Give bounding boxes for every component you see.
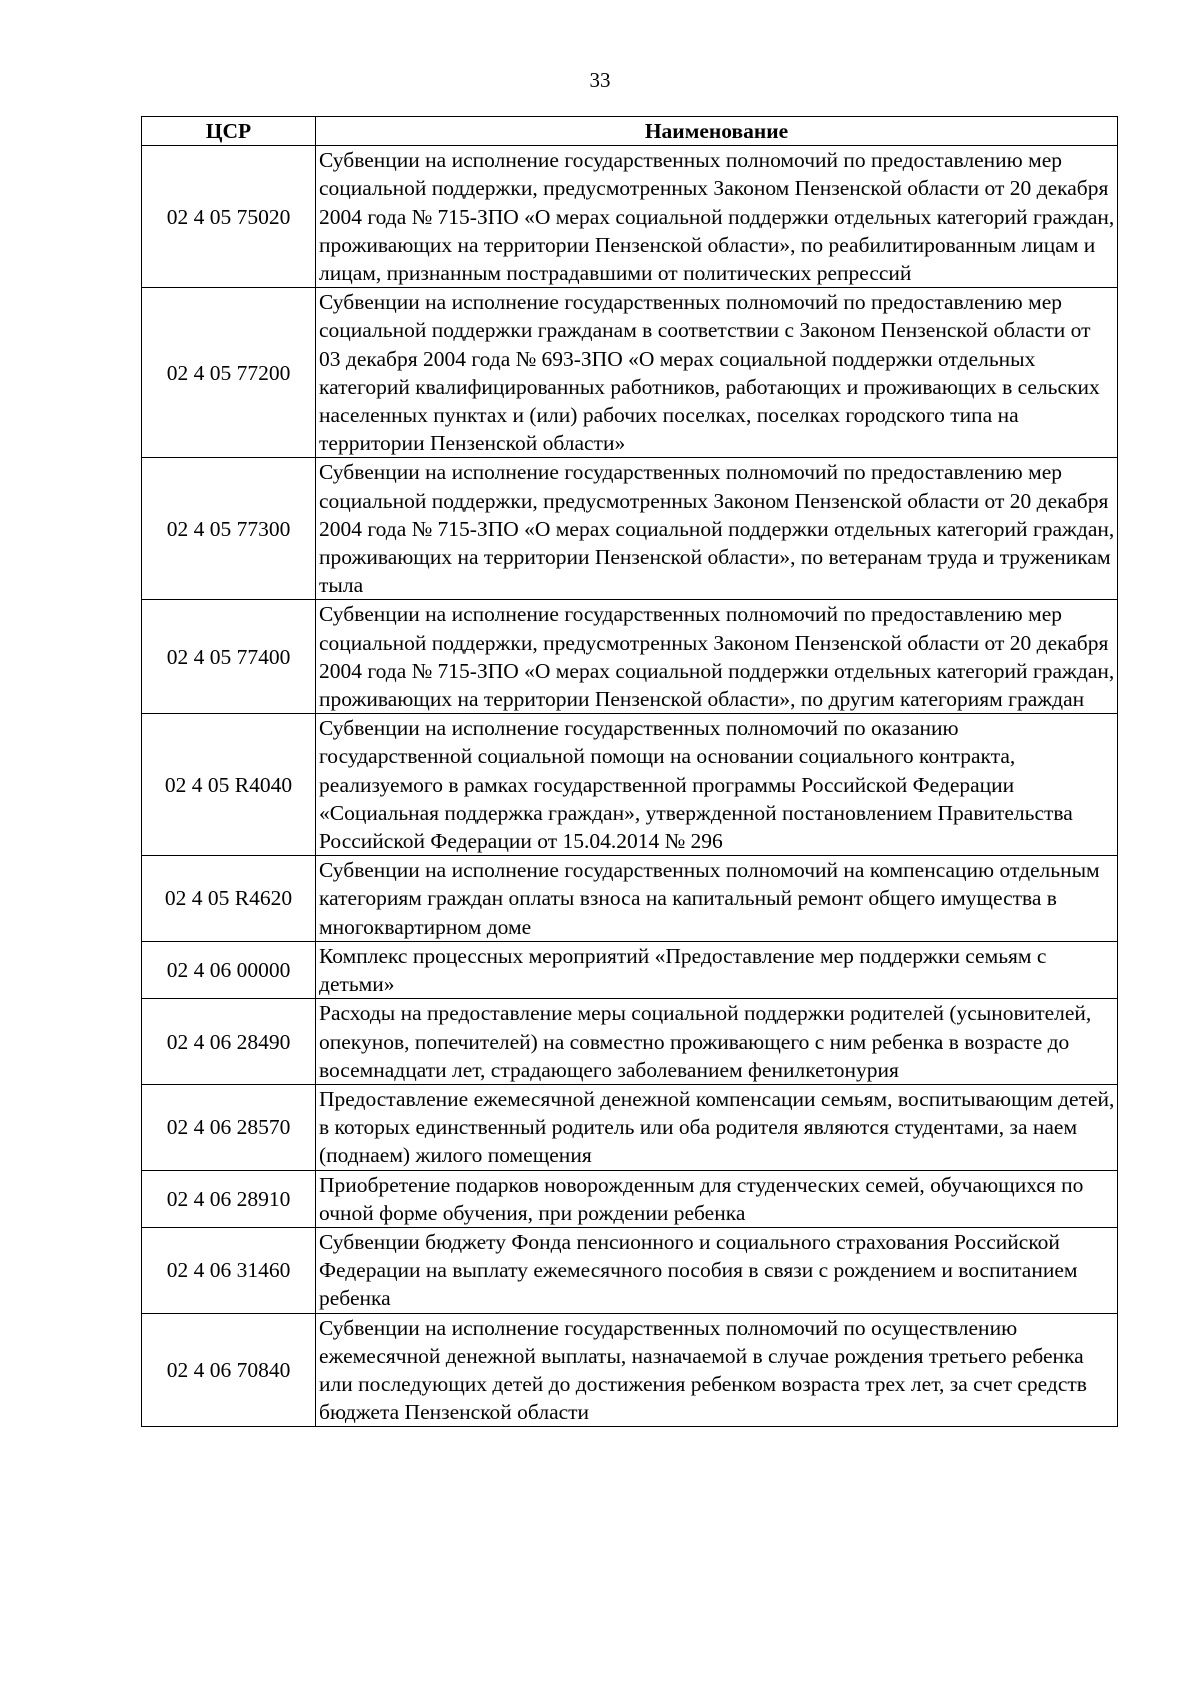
row-name: Субвенции на исполнение государственных полномочий по предоставлению мер социальной поддержки гражданам в соответствии с Законом Пензенской области от 03 декабря 2004 года № 693-ЗПО «О мерах социальной поддержки отдельных категорий квалифицированных работников, работающих и проживающих в сельских населенных пунктах и (или) рабочих поселках, поселках городского типа на территории Пензенской области» [316, 288, 1118, 458]
row-name: Расходы на предоставление меры социальной поддержки родителей (усыновителей, опекунов, попечителей) на совместно проживающего с ним ребенка в возрасте до восемнадцати лет, страдающего заболеванием фенилкетонурия [316, 999, 1118, 1085]
page-number: 33 [589, 68, 611, 92]
row-name: Предоставление ежемесячной денежной компенсации семьям, воспитывающим детей, в которых единственный родитель или оба родителя являются студентами, за наем (поднаем) жилого помещения [316, 1084, 1118, 1170]
row-code: 02 4 06 28570 [142, 1084, 316, 1170]
budget-classification-table-container [141, 116, 1117, 1427]
row-name: Субвенции на исполнение государственных полномочий по предоставлению мер социальной поддержки, предусмотренных Законом Пензенской области от 20 декабря 2004 года № 715-ЗПО «О мерах социальной поддержки отдельных категорий граждан, проживающих на территории Пензенской области», по реабилитированным лицам и лицам, признанным пострадавшими от политических репрессий [316, 146, 1118, 288]
row-code: 02 4 05 75020 [142, 146, 316, 288]
row-name: Субвенции на исполнение государственных полномочий по оказанию государственной социальной помощи на основании социального контракта, реализуемого в рамках государственной программы Российской Федерации «Социальная поддержка граждан», утвержденной постановлением Правительства Российской Федерации от 15.04.2014 № 296 [316, 714, 1118, 856]
row-code: 02 4 06 28910 [142, 1170, 316, 1227]
table-row [142, 146, 1118, 288]
table-row [142, 458, 1118, 600]
row-code: 02 4 05 77200 [142, 288, 316, 458]
budget-classification-table [141, 116, 1118, 1427]
table-body [142, 146, 1118, 1427]
row-code: 02 4 05 R4620 [142, 856, 316, 942]
header-code: ЦСР [142, 117, 316, 146]
row-code: 02 4 05 R4040 [142, 714, 316, 856]
row-code: 02 4 06 70840 [142, 1313, 316, 1427]
row-name: Приобретение подарков новорожденным для студенческих семей, обучающихся по очной форме обучения, при рождении ребенка [316, 1170, 1118, 1227]
table-row [142, 941, 1118, 998]
table-row [142, 999, 1118, 1085]
row-name: Субвенции на исполнение государственных полномочий по предоставлению мер социальной поддержки, предусмотренных Законом Пензенской области от 20 декабря 2004 года № 715-ЗПО «О мерах социальной поддержки отдельных категорий граждан, проживающих на территории Пензенской области», по другим категориям граждан [316, 600, 1118, 714]
header-name: Наименование [316, 117, 1118, 146]
table-row [142, 1084, 1118, 1170]
row-name: Субвенции бюджету Фонда пенсионного и социального страхования Российской Федерации на выплату ежемесячного пособия в связи с рождением и воспитанием ребенка [316, 1227, 1118, 1313]
row-code: 02 4 06 31460 [142, 1227, 316, 1313]
table-header-row [142, 117, 1118, 146]
table-row [142, 856, 1118, 942]
table-header [142, 117, 1118, 146]
table-row [142, 288, 1118, 458]
table-row [142, 1313, 1118, 1427]
row-name: Субвенции на исполнение государственных полномочий по осуществлению ежемесячной денежной выплаты, назначаемой в случае рождения третьего ребенка или последующих детей до достижения ребенком возраста трех лет, за счет средств бюджета Пензенской области [316, 1313, 1118, 1427]
table-row [142, 714, 1118, 856]
row-name: Комплекс процессных мероприятий «Предоставление мер поддержки семьям с детьми» [316, 941, 1118, 998]
row-code: 02 4 05 77300 [142, 458, 316, 600]
row-code: 02 4 05 77400 [142, 600, 316, 714]
row-name: Субвенции на исполнение государственных полномочий по предоставлению мер социальной поддержки, предусмотренных Законом Пензенской области от 20 декабря 2004 года № 715-ЗПО «О мерах социальной поддержки отдельных категорий граждан, проживающих на территории Пензенской области», по ветеранам труда и труженикам тыла [316, 458, 1118, 600]
table-row [142, 1227, 1118, 1313]
row-name: Субвенции на исполнение государственных полномочий на компенсацию отдельным категориям граждан оплаты взноса на капитальный ремонт общего имущества в многоквартирном доме [316, 856, 1118, 942]
table-row [142, 1170, 1118, 1227]
row-code: 02 4 06 28490 [142, 999, 316, 1085]
table-row [142, 600, 1118, 714]
row-code: 02 4 06 00000 [142, 941, 316, 998]
